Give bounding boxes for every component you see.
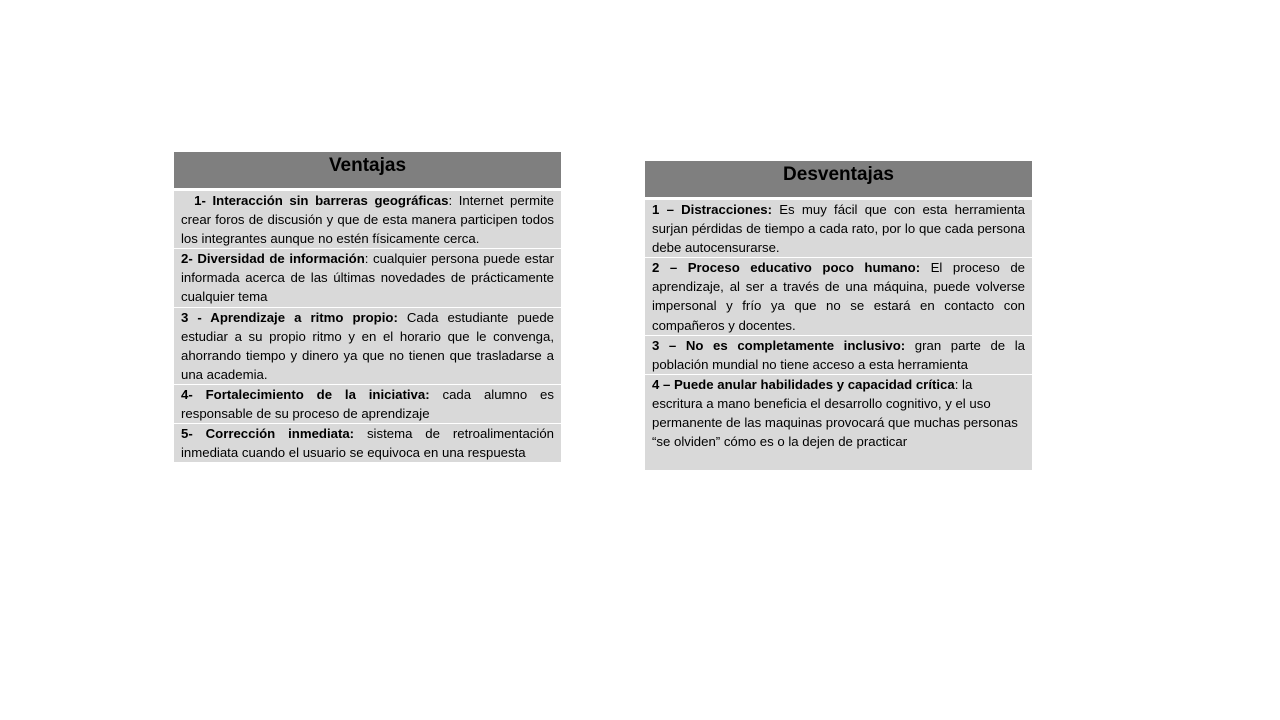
ventajas-row-4-lead: 4- Fortalecimiento de la iniciativa: (181, 386, 430, 402)
desventajas-row-3 (645, 336, 1032, 375)
desventajas-header: Desventajas (645, 161, 1032, 200)
desventajas-table (645, 161, 1032, 471)
ventajas-row-3 (174, 308, 561, 385)
ventajas-row-3-lead: 3 - Aprendizaje a ritmo propio: (181, 309, 398, 325)
desventajas-row-1 (645, 200, 1032, 258)
desventajas-row-4-text: : la escritura a mano beneficia el desarrollo cognitivo, y el uso permanente de las maquinas provocará que muchas personas “se olviden” cómo es o la dejen de practicar (652, 376, 1018, 450)
ventajas-row-3-text: Cada estudiante puede estudiar a su propio ritmo y en el horario que le convenga, ahorrando tiempo y dinero ya que no tienen que trasladarse a una academia. (181, 309, 555, 382)
ventajas-header: Ventajas (174, 152, 561, 191)
ventajas-row-1-text: : Internet permite crear foros de discusión y que de esta manera participen todos los integrantes aunque no estén físicamente cerca. (181, 193, 558, 247)
desventajas-row-3-text: gran parte de la población mundial no tiene acceso a esta herramienta (652, 337, 1025, 372)
ventajas-row-5-text: sistema de retroalimentación inmediata cuando el usuario se equivoca en una respuesta (181, 426, 555, 461)
desventajas-row-2-text: El proceso de aprendizaje, al ser a través de una máquina, puede volverse impersonal y frío ya que no se estará en contacto con compañeros y docentes. (652, 260, 1025, 333)
ventajas-row-2-lead: 2- Diversidad de información (181, 251, 365, 267)
ventajas-row-2 (174, 249, 561, 307)
desventajas-row-2-lead: 2 – Proceso educativo poco humano: (652, 260, 921, 276)
ventajas-row-1-lead: 1- Interacción sin barreras geográficas (181, 193, 449, 208)
ventajas-row-2-text: : cualquier persona puede estar informada acerca de las últimas novedades de prácticamente cualquier tema (181, 251, 554, 305)
ventajas-row-5-lead: 5- Corrección inmediata: (181, 426, 355, 442)
desventajas-row-3-lead: 3 – No es completamente inclusivo: (652, 337, 906, 353)
ventajas-row-4 (174, 385, 561, 424)
ventajas-table (174, 152, 561, 463)
ventajas-row-4-text: cada alumno es responsable de su proceso de aprendizaje (181, 386, 554, 422)
desventajas-row-4-lead: 4 – Puede anular habilidades y capacidad crítica (652, 376, 955, 392)
ventajas-row-5 (174, 424, 561, 463)
desventajas-row-4 (645, 375, 1032, 471)
desventajas-row-1-lead: 1 – Distracciones: (652, 202, 773, 217)
ventajas-row-1 (174, 191, 561, 249)
desventajas-row-1-text: Es muy fácil que con esta herramienta surjan pérdidas de tiempo a cada rato, por lo que cada persona debe autocensurarse. (652, 202, 1025, 256)
desventajas-row-2 (645, 258, 1032, 335)
